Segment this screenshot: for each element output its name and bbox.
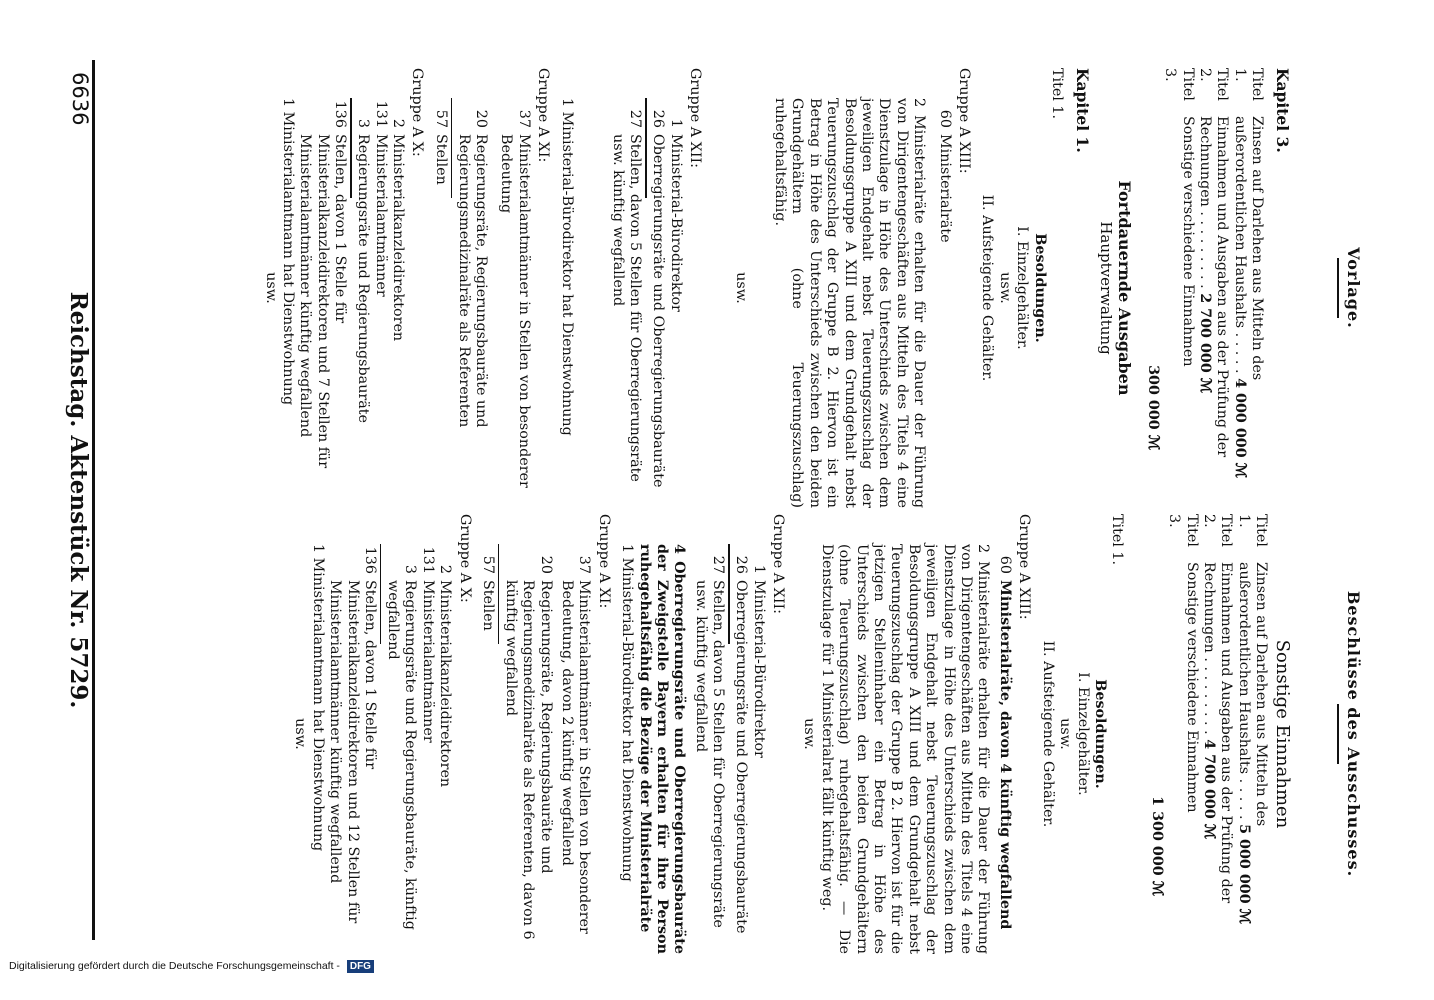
item-text: Regierungsräte und Regierungsbauräte, künftig wegfallend (384, 580, 419, 930)
titel-desc: Sonstige verschiedene Einnahmen (1179, 116, 1196, 367)
credit-text: Digitalisierung gefördert durch die Deutsche Forschungsgemeinschaft - (9, 960, 340, 972)
titel-desc: Einnahmen und Ausgaben aus der Prüfung der Rechnungen . . . . . . . . . (1196, 116, 1231, 458)
item-text: Stellen, davon 1 Stelle für Ministerialkanzleidirektoren und 12 Stellen für Ministerialamtmänner künftig wegfallend (327, 580, 378, 924)
column-vorlage (261, 68, 1362, 508)
usw-text: usw. (1057, 718, 1074, 750)
item-count: 3 (355, 118, 372, 128)
titel-label: Titel 2. (1200, 514, 1235, 547)
gruppe-heading: Gruppe A XII: (770, 514, 787, 614)
item-count: 136 (362, 546, 378, 574)
titel-label: Titel 2. (1196, 68, 1231, 101)
item-count: 27 (710, 555, 727, 574)
titel-row (1234, 514, 1269, 954)
gruppe-heading: Gruppe A X: (456, 514, 473, 603)
list-item (296, 96, 348, 508)
item-text: Ministerialräte (936, 134, 953, 243)
item-count: 26 (733, 555, 750, 574)
item-text: Ministerial-Bürodirektor (750, 580, 767, 758)
item-count: 20 (537, 555, 554, 574)
titel-label: Titel 3. (1166, 514, 1200, 547)
note-text: 1 Ministerial-Bürodirektor hat Dienstwohnung (619, 544, 636, 882)
paragraph: 2 Ministerialräte erhalten für die Dauer der Führung von Dirigentengeschäften aus Mitteln des Titels 4 eine Dienstzulage in Höhe des Unterschieds zwischen dem jeweiligen Endgehalt nebst Teuerungszuschlag der Besoldungsgruppe A XIII und dem Grundgehalt nebst Teuerungszuschlag der Gruppe B 2. Hiervon ist ein Betrag in Höhe des Unterschieds zwischen den beiden Grundgehältern (ohne Teuerungszuschlag) ruhegehaltsfähig. (772, 98, 928, 508)
list-item (354, 96, 371, 508)
einzel-heading: I. Einzelgehälter. (1074, 672, 1091, 796)
note-text: 4 Oberregierungsräte und Oberregierungsbauräte der Zweigstelle Bayern erhalten für ihre Person ruhegehaltsfähig die Bezüge der Ministerialräte (636, 544, 688, 954)
titel-amount: 300 000 ℳ (1144, 365, 1161, 450)
item-count: 57 (479, 555, 496, 574)
titel-row (1165, 514, 1200, 954)
item-count: 131 (372, 100, 389, 128)
sum-rule (646, 98, 648, 198)
list-item (609, 96, 644, 508)
titel-desc: Sonstige verschiedene Einnahmen (1183, 562, 1200, 813)
titel-row (1161, 68, 1196, 508)
titel-row (1196, 68, 1231, 508)
item-text: Ministerialamtmänner in Stellen von besonderer Bedeutung (498, 134, 532, 488)
gruppe-heading: Gruppe A XII: (687, 68, 704, 168)
list-item (666, 96, 683, 508)
besoldungen-heading: Besoldungen. (1031, 233, 1048, 343)
titel-label: Titel 1. (1109, 514, 1126, 566)
titel-amount: 4 700 000 ℳ (1200, 739, 1217, 840)
item-count: 1 (667, 118, 684, 128)
item-text: Ministerialamtmänner in Stellen von besonderer Bedeutung, davon 2 künftig wegfallend (559, 580, 593, 934)
usw-text: usw. (292, 718, 309, 750)
item-text: Ministerialkanzleidirektoren (389, 134, 406, 342)
titel-text (1234, 562, 1269, 954)
item-count: 26 (650, 109, 667, 128)
usw-text: usw. (996, 272, 1013, 304)
item-text: Oberregierungsräte und Oberregierungsbauräte (733, 580, 750, 934)
item-count: 57 (432, 109, 449, 128)
titel-amount: 5 000 000 ℳ (1235, 824, 1252, 924)
list-item (558, 542, 593, 954)
titel-desc: Zinsen auf Darlehen aus Mitteln des außerordentlichen Haushalts . . . . . (1231, 116, 1266, 381)
item-text: Stellen, davon 5 Stellen für Oberregierungsräte usw. künftig wegfallend (610, 134, 644, 482)
gruppe-heading: Gruppe A XIII: (1016, 514, 1033, 620)
page-number: 6636 (68, 72, 92, 126)
section-heading: Sonstige Einnahmen (1271, 639, 1293, 829)
usw-text: usw. (732, 272, 749, 304)
kapitel-heading: Kapitel 1. (1072, 68, 1092, 153)
paragraph: 2 Ministerialräte erhalten für die Dauer der Führung von Dirigentengeschäften aus Mitteln des Titels 4 eine Dienstzulage in Höhe des Unterschieds zwischen dem jeweiligen Endgehalt nebst Teuerungszuschlag der Besoldungsgruppe A XIII und dem Grundgehalt nebst Teuerungszuschlag der Gruppe B 2. Hiervon ist für die jetzigen Stelleninhaber ein Betrag in Höhe des Unterschieds zwischen den beiden Grundgehältern (ohne Teuerungszuschlag) ruhegehaltsfähig. — Die Dienstzulage für 1 Ministerialrat fällt künftig weg. (818, 544, 992, 954)
sum-rule (498, 544, 500, 644)
kapitel-heading: Kapitel 3. (1272, 68, 1292, 153)
item-text: Stellen (432, 134, 449, 185)
titel-amount: 1 300 000 ℳ (1148, 796, 1165, 896)
list-item (479, 542, 496, 954)
note-text: 1 Ministerialamtmann hat Dienstwohnung (280, 98, 296, 406)
item-text: Regierungsräte und Regierungsbauräte (355, 134, 372, 423)
sum-rule (380, 544, 382, 644)
titel-desc: Zinsen auf Darlehen aus Mitteln des außerordentlichen Haushalts . . . . . (1235, 562, 1270, 827)
running-header: Reichstag. Aktenstück Nr. 5729. (65, 291, 92, 709)
usw-text: usw. (262, 272, 279, 304)
item-text: Ministerialamtmänner (419, 580, 436, 743)
item-count: 37 (576, 555, 593, 574)
aufst-heading: II. Aufsteigende Gehälter. (1039, 640, 1056, 828)
list-item (996, 542, 1013, 954)
list-item (497, 96, 532, 508)
header-rule (92, 60, 95, 940)
titel-text (1200, 562, 1235, 954)
column-beschluesse (291, 514, 1362, 954)
item-count: 2 (389, 118, 406, 128)
section-subheading: Hauptverwaltung (1096, 221, 1115, 355)
list-item (418, 542, 435, 954)
item-count: 136 (332, 100, 349, 128)
section-heading: Fortdauernde Ausgaben (1115, 180, 1135, 396)
einzel-heading: I. Einzelgehälter. (1014, 226, 1031, 350)
list-item (431, 96, 448, 508)
item-count: 131 (419, 546, 436, 574)
list-item (692, 542, 727, 954)
list-item (454, 96, 489, 508)
heading-rule (1337, 704, 1339, 764)
besoldungen-heading: Besoldungen. (1091, 679, 1108, 789)
item-count: 20 (473, 109, 490, 128)
gruppe-heading: Gruppe A XIII: (956, 68, 973, 174)
list-item (649, 96, 666, 508)
titel-text (1230, 116, 1265, 508)
titel-row (1200, 514, 1235, 954)
list-item (749, 542, 766, 954)
item-text: Ministerialkanzleidirektoren (437, 580, 454, 788)
item-text: Ministerial-Bürodirektor (667, 134, 684, 312)
gruppe-heading: Gruppe A XI: (535, 68, 552, 163)
dfg-logo: DFG (347, 960, 374, 973)
item-count: 2 (437, 564, 454, 574)
item-count: 1 (750, 564, 767, 574)
item-text: Stellen, davon 1 Stelle für Ministerialkanzleidirektoren und 7 Stellen für Ministerialamtmänner künftig wegfallend (297, 134, 349, 469)
column-heading: Beschlüsse des Ausschusses. (1344, 590, 1363, 878)
item-text: Regierungsräte, Regierungsbauräte und Regierungsmedizinalräte als Referenten, davon 6 künftig wegfallend (502, 580, 554, 940)
sum-rule (350, 98, 352, 198)
list-item (326, 542, 378, 954)
item-count: 27 (627, 109, 644, 128)
item-text: Oberregierungsräte und Oberregierungsbauräte (650, 134, 667, 488)
item-text: Ministerialamtmänner (372, 134, 389, 297)
titel-amount: 4 000 000 ℳ (1231, 378, 1248, 478)
gruppe-heading: Gruppe A X: (409, 68, 426, 157)
titel-label: Titel 1. (1049, 68, 1066, 120)
item-count: 60 (936, 109, 953, 128)
list-item (436, 542, 453, 954)
titel-desc: Einnahmen und Ausgaben aus der Prüfung der Rechnungen . . . . . . . . . (1200, 562, 1235, 904)
usw-text: usw. (801, 718, 818, 750)
item-count: 60 (996, 555, 1013, 574)
gruppe-heading: Gruppe A XI: (595, 514, 612, 609)
list-item (501, 542, 553, 954)
list-item (732, 542, 749, 954)
item-text: Stellen (479, 580, 496, 631)
list-item (384, 542, 419, 954)
titel-label: Titel 3. (1162, 68, 1196, 101)
sum-rule (451, 98, 453, 198)
column-heading: Vorlage. (1344, 247, 1363, 329)
item-text: Regierungsräte, Regierungsbauräte und Regierungsmedizinalräte als Referenten (455, 134, 490, 428)
list-item (371, 96, 388, 508)
titel-label: Titel 1. (1231, 68, 1266, 101)
item-text: Ministerialräte, davon 4 künftig wegfallend (996, 580, 1013, 930)
titel-label: Titel 1. (1235, 514, 1270, 547)
sum-rule (728, 544, 730, 644)
note-text: 1 Ministerial-Bürodirektor hat Dienstwohnung (558, 98, 575, 436)
titel-amount: 2 700 000 ℳ (1196, 293, 1213, 394)
titel-text (1196, 116, 1231, 508)
list-item (935, 96, 952, 508)
note-text: 1 Ministerialamtmann hat Dienstwohnung (309, 544, 326, 852)
item-count: 37 (515, 109, 532, 128)
list-item (389, 96, 406, 508)
item-count: 3 (402, 564, 419, 574)
heading-rule (1337, 258, 1339, 318)
titel-row (1230, 68, 1265, 508)
item-text: Stellen, davon 5 Stellen für Oberregierungsräte usw. künftig wegfallend (692, 580, 727, 928)
aufst-heading: II. Aufsteigende Gehälter. (979, 194, 996, 382)
